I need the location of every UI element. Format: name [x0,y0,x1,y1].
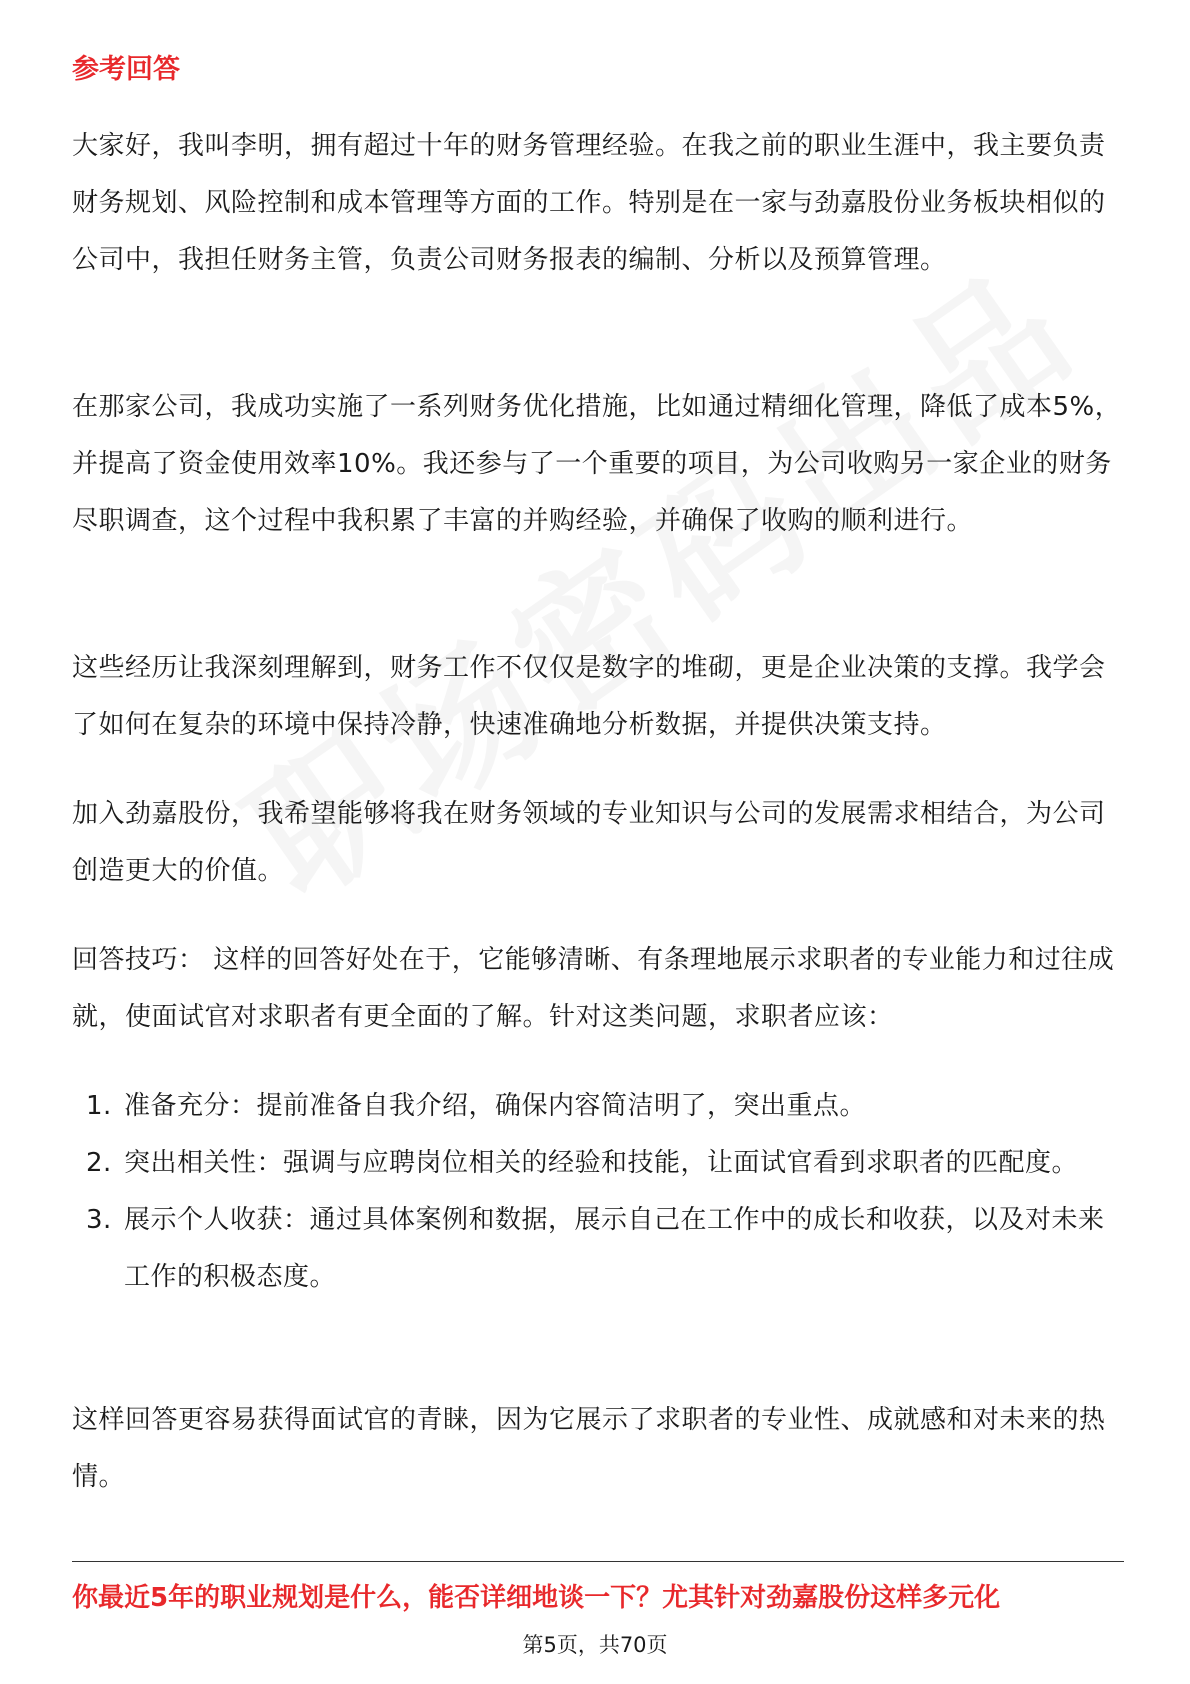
closing-paragraph: 这样回答更容易获得面试官的青睐，因为它展示了求职者的专业性、成就感和对未来的热情。 [72,1405,1106,1492]
list-item [72,1078,1122,1135]
section-divider [72,1561,1124,1562]
list-item-text: 展示个人收获：通过具体案例和数据，展示自己在工作中的成长和收获，以及对未来工作的积极态度。 [124,1205,1105,1292]
list-item [72,1135,1122,1192]
section-title: 参考回答 [72,54,180,85]
answer-paragraph: 在那家公司，我成功实施了一系列财务优化措施，比如通过精细化管理，降低了成本5%，并提高了资金使用效率10%。我还参与了一个重要的项目，为公司收购另一家企业的财务尽职调查，这个过程中我积累了丰富的并购经验，并确保了收购的顺利进行。 [72,392,1122,536]
answer-paragraph: 加入劲嘉股份，我希望能够将我在财务领域的专业知识与公司的发展需求相结合，为公司创造更大的价值。 [72,799,1106,886]
next-question-heading: 你最近5年的职业规划是什么，能否详细地谈一下？尤其针对劲嘉股份这样多元化 [72,1583,1001,1613]
list-item-number: 3. [86,1205,112,1235]
answer-paragraph: 大家好，我叫李明，拥有超过十年的财务管理经验。在我之前的职业生涯中，我主要负责财务规划、风险控制和成本管理等方面的工作。特别是在一家与劲嘉股份业务板块相似的公司中，我担任财务主管，负责公司财务报表的编制、分析以及预算管理。 [72,131,1106,275]
answer-paragraph: 这些经历让我深刻理解到，财务工作不仅仅是数字的堆砌，更是企业决策的支撑。我学会了如何在复杂的环境中保持冷静，快速准确地分析数据，并提供决策支持。 [72,653,1106,740]
list-item-text: 准备充分：提前准备自我介绍，确保内容简洁明了，突出重点。 [124,1091,867,1121]
list-item [72,1192,1122,1306]
tips-intro-paragraph: 回答技巧： 这样的回答好处在于，它能够清晰、有条理地展示求职者的专业能力和过往成就，使面试官对求职者有更全面的了解。针对这类问题，求职者应该： [72,945,1115,1032]
list-item-text: 突出相关性：强调与应聘岗位相关的经验和技能，让面试官看到求职者的匹配度。 [124,1148,1079,1178]
list-item-number: 1. [86,1091,112,1121]
list-item-number: 2. [86,1148,112,1178]
page-number: 第5页，共70页 [522,1633,668,1657]
tips-list [72,1078,1122,1306]
